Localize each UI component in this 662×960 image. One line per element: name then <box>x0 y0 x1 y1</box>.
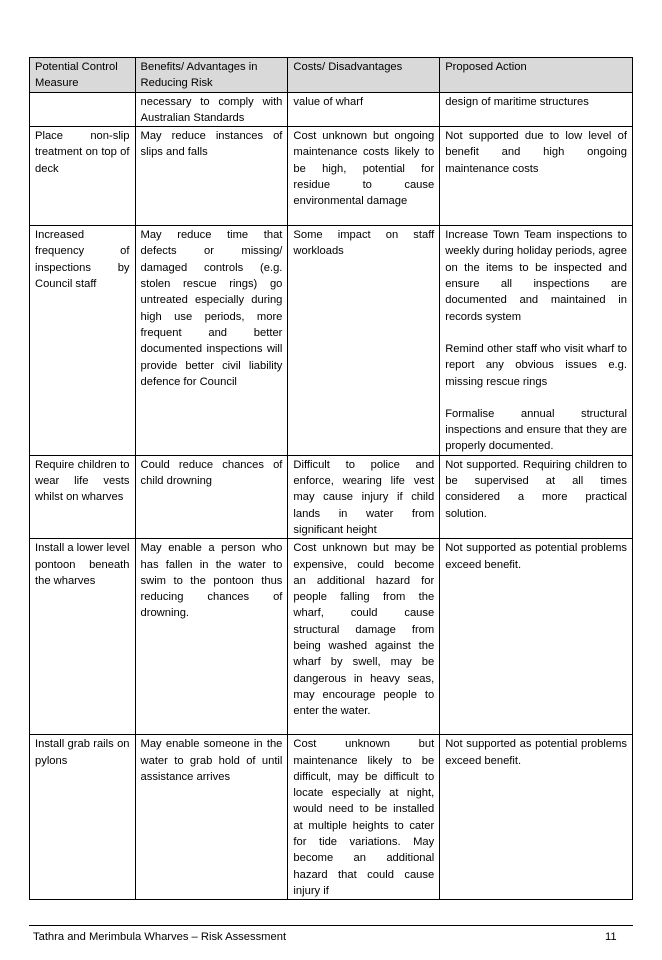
action-paragraph: Not supported due to low level of benefit and high ongoing maintenance costs <box>445 130 627 175</box>
cell-benefits: May reduce time that defects or missing/ damaged controls (e.g. stolen rescue rings) go untreated especially during high use periods, more frequent and better documented inspections will provide better civil liability defence for Council <box>135 226 288 456</box>
table-header-row <box>30 58 633 93</box>
cell-costs: value of wharf <box>288 92 440 127</box>
cell-action <box>440 735 633 900</box>
table-row <box>30 455 633 538</box>
action-paragraph: Increase Town Team inspections to weekly during holiday periods, agree on the items to be inspected and ensure all inspections are documented and maintained in records system <box>445 229 627 323</box>
cell-action <box>440 539 633 735</box>
cell-costs: Cost unknown but maintenance likely to be difficult, may be difficult to locate especially at night, would need to be installed at multiple heights to cater for tide variations. May become an additional hazard that could cause injury if <box>288 735 440 900</box>
footer-title: Tathra and Merimbula Wharves – Risk Assessment <box>33 931 287 943</box>
cell-costs: Difficult to police and enforce, wearing life vest may cause injury if child lands in water from significant height <box>288 455 440 538</box>
cell-action <box>440 127 633 226</box>
action-paragraph: Not supported as potential problems exceed benefit. <box>445 542 627 571</box>
cell-measure: Place non-slip treatment on top of deck <box>30 127 136 226</box>
header-costs: Costs/ Disadvantages <box>288 58 440 93</box>
action-paragraph: Formalise annual structural inspections and ensure that they are properly documented. <box>445 407 627 453</box>
action-paragraph: Not supported. Requiring children to be supervised at all times considered a more practical solution. <box>445 458 627 520</box>
table-row <box>30 735 633 900</box>
cell-costs: Some impact on staff workloads <box>288 226 440 456</box>
action-paragraph: design of maritime structures <box>445 95 589 108</box>
cell-measure: Increased frequency of inspections by Council staff <box>30 226 136 456</box>
table-row <box>30 127 633 226</box>
cell-action <box>440 455 633 538</box>
cell-measure: Install a lower level pontoon beneath the wharves <box>30 539 136 735</box>
risk-assessment-table <box>29 57 633 900</box>
cell-benefits: May enable someone in the water to grab hold of until assistance arrives <box>135 735 288 900</box>
table-row <box>30 226 633 456</box>
cell-benefits: May enable a person who has fallen in the water to swim to the pontoon thus reducing chances of drowning. <box>135 539 288 735</box>
cell-benefits: May reduce instances of slips and falls <box>135 127 288 226</box>
cell-costs: Cost unknown but ongoing maintenance costs likely to be high, potential for residue to cause environmental damage <box>288 127 440 226</box>
cell-costs: Cost unknown but may be expensive, could become an additional hazard for people falling from the wharf, could cause structural damage from being washed against the wharf by swell, may be dangerous in heavy seas, may encourage people to enter the water. <box>288 539 440 735</box>
cell-benefits: Could reduce chances of child drowning <box>135 455 288 538</box>
cell-measure: Install grab rails on pylons <box>30 735 136 900</box>
table-row <box>30 92 633 127</box>
cell-measure <box>30 92 136 127</box>
footer-divider <box>29 925 633 926</box>
cell-benefits: necessary to comply with Australian Standards <box>135 92 288 127</box>
cell-action <box>440 92 633 127</box>
action-paragraph: Not supported as potential problems exceed benefit. <box>445 738 627 767</box>
page-number: 11 <box>605 931 617 943</box>
header-control-measure: Potential Control Measure <box>30 58 136 93</box>
header-benefits: Benefits/ Advantages in Reducing Risk <box>135 58 288 93</box>
header-proposed-action: Proposed Action <box>440 58 633 93</box>
table-row <box>30 539 633 735</box>
cell-action <box>440 226 633 456</box>
action-paragraph: Remind other staff who visit wharf to report any obvious issues e.g. missing rescue rings <box>445 342 627 388</box>
cell-measure: Require children to wear life vests whilst on wharves <box>30 455 136 538</box>
